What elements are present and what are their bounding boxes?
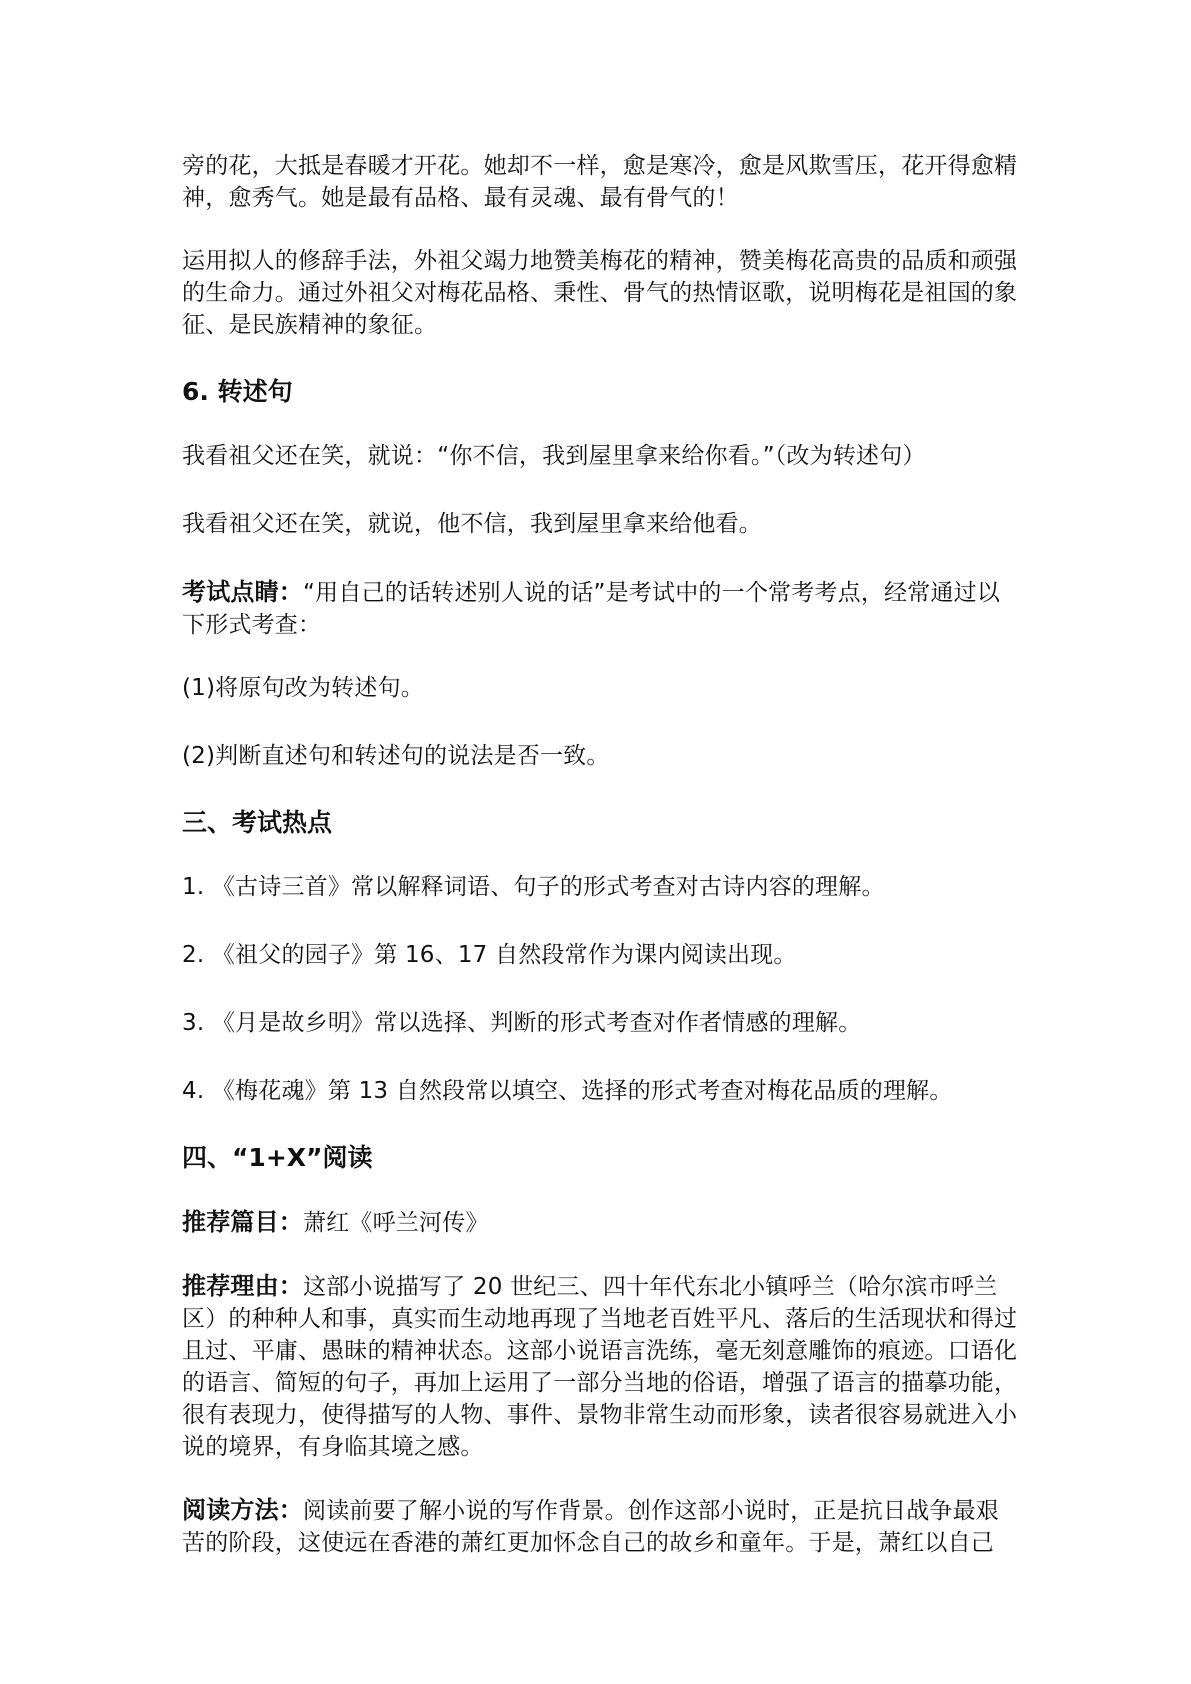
- paragraph-reading-method: [182, 1494, 1022, 1559]
- heading-exam-hotspots: 三、考试热点: [182, 808, 333, 837]
- recommend-reason-label: 推荐理由：: [182, 1272, 303, 1300]
- paragraph-direct-speech: 我看祖父还在笑，就说：“你不信，我到屋里拿来给你看。”（改为转述句）: [182, 443, 926, 469]
- exam-tip-text: “用自己的话转述别人说的话”是考试中的一个常考考点，经常通过以下形式考查：: [182, 580, 1001, 638]
- hotspot-item-3: 3. 《月是故乡明》常以选择、判断的形式考查对作者情感的理解。: [182, 1010, 862, 1036]
- paragraph-intro: 旁的花，大抵是春暖才开花。她却不一样，愈是寒冷，愈是风欺雪压，花开得愈精神，愈秀气。她是最有品格、最有灵魂、最有骨气的！: [182, 153, 1018, 211]
- recommend-reason-text: 这部小说描写了 20 世纪三、四十年代东北小镇呼兰（哈尔滨市呼兰区）的种种人和事，真实而生动地再现了当地老百姓平凡、落后的生活现状和得过且过、平庸、愚昧的精神状态。这部小说语言洗练，毫无刻意雕饰的痕迹。口语化的语言、简短的句子，再加上运用了一部分当地的俗语，增强了语言的描摹功能，很有表现力，使得描写的人物、事件、景物非常生动而形象，读者很容易就进入小说的境界，有身临其境之感。: [182, 1274, 1018, 1460]
- paragraph-rhetoric: 运用拟人的修辞手法，外祖父竭力地赞美梅花的精神，赞美梅花高贵的品质和顽强的生命力。通过外祖父对梅花品格、秉性、骨气的热情讴歌，说明梅花是祖国的象征、是民族精神的象征。: [182, 248, 1018, 338]
- recommended-title-label: 推荐篇目：: [182, 1208, 303, 1236]
- exam-tip-label: 考试点睛：: [182, 578, 303, 606]
- heading-extended-reading: 四、“1+X”阅读: [182, 1143, 373, 1172]
- document-page: [182, 150, 1022, 1559]
- paragraph-exam-tip: [182, 576, 1022, 641]
- recommended-title-text: 萧红《呼兰河传》: [303, 1210, 489, 1236]
- paragraph-recommended-title: [182, 1206, 1022, 1239]
- reading-method-text: 阅读前要了解小说的写作背景。创作这部小说时，正是抗日战争最艰苦的阶段，这使远在香港的萧红更加怀念自己的故乡和童年。于是，萧红以自己: [182, 1498, 999, 1556]
- hotspot-item-1: 1. 《古诗三首》常以解释词语、句子的形式考查对古诗内容的理解。: [182, 874, 885, 900]
- reading-method-label: 阅读方法：: [182, 1496, 303, 1524]
- exam-tip-item-2: (2)判断直述句和转述句的说法是否一致。: [182, 743, 610, 769]
- heading-reported-speech: 6. 转述句: [182, 377, 293, 406]
- exam-tip-item-1: (1)将原句改为转述句。: [182, 675, 424, 701]
- hotspot-item-2: 2. 《祖父的园子》第 16、17 自然段常作为课内阅读出现。: [182, 942, 797, 968]
- hotspot-item-4: 4. 《梅花魂》第 13 自然段常以填空、选择的形式考查对梅花品质的理解。: [182, 1078, 953, 1104]
- paragraph-indirect-speech: 我看祖父还在笑，就说，他不信，我到屋里拿来给他看。: [182, 511, 762, 537]
- paragraph-recommend-reason: [182, 1270, 1022, 1463]
